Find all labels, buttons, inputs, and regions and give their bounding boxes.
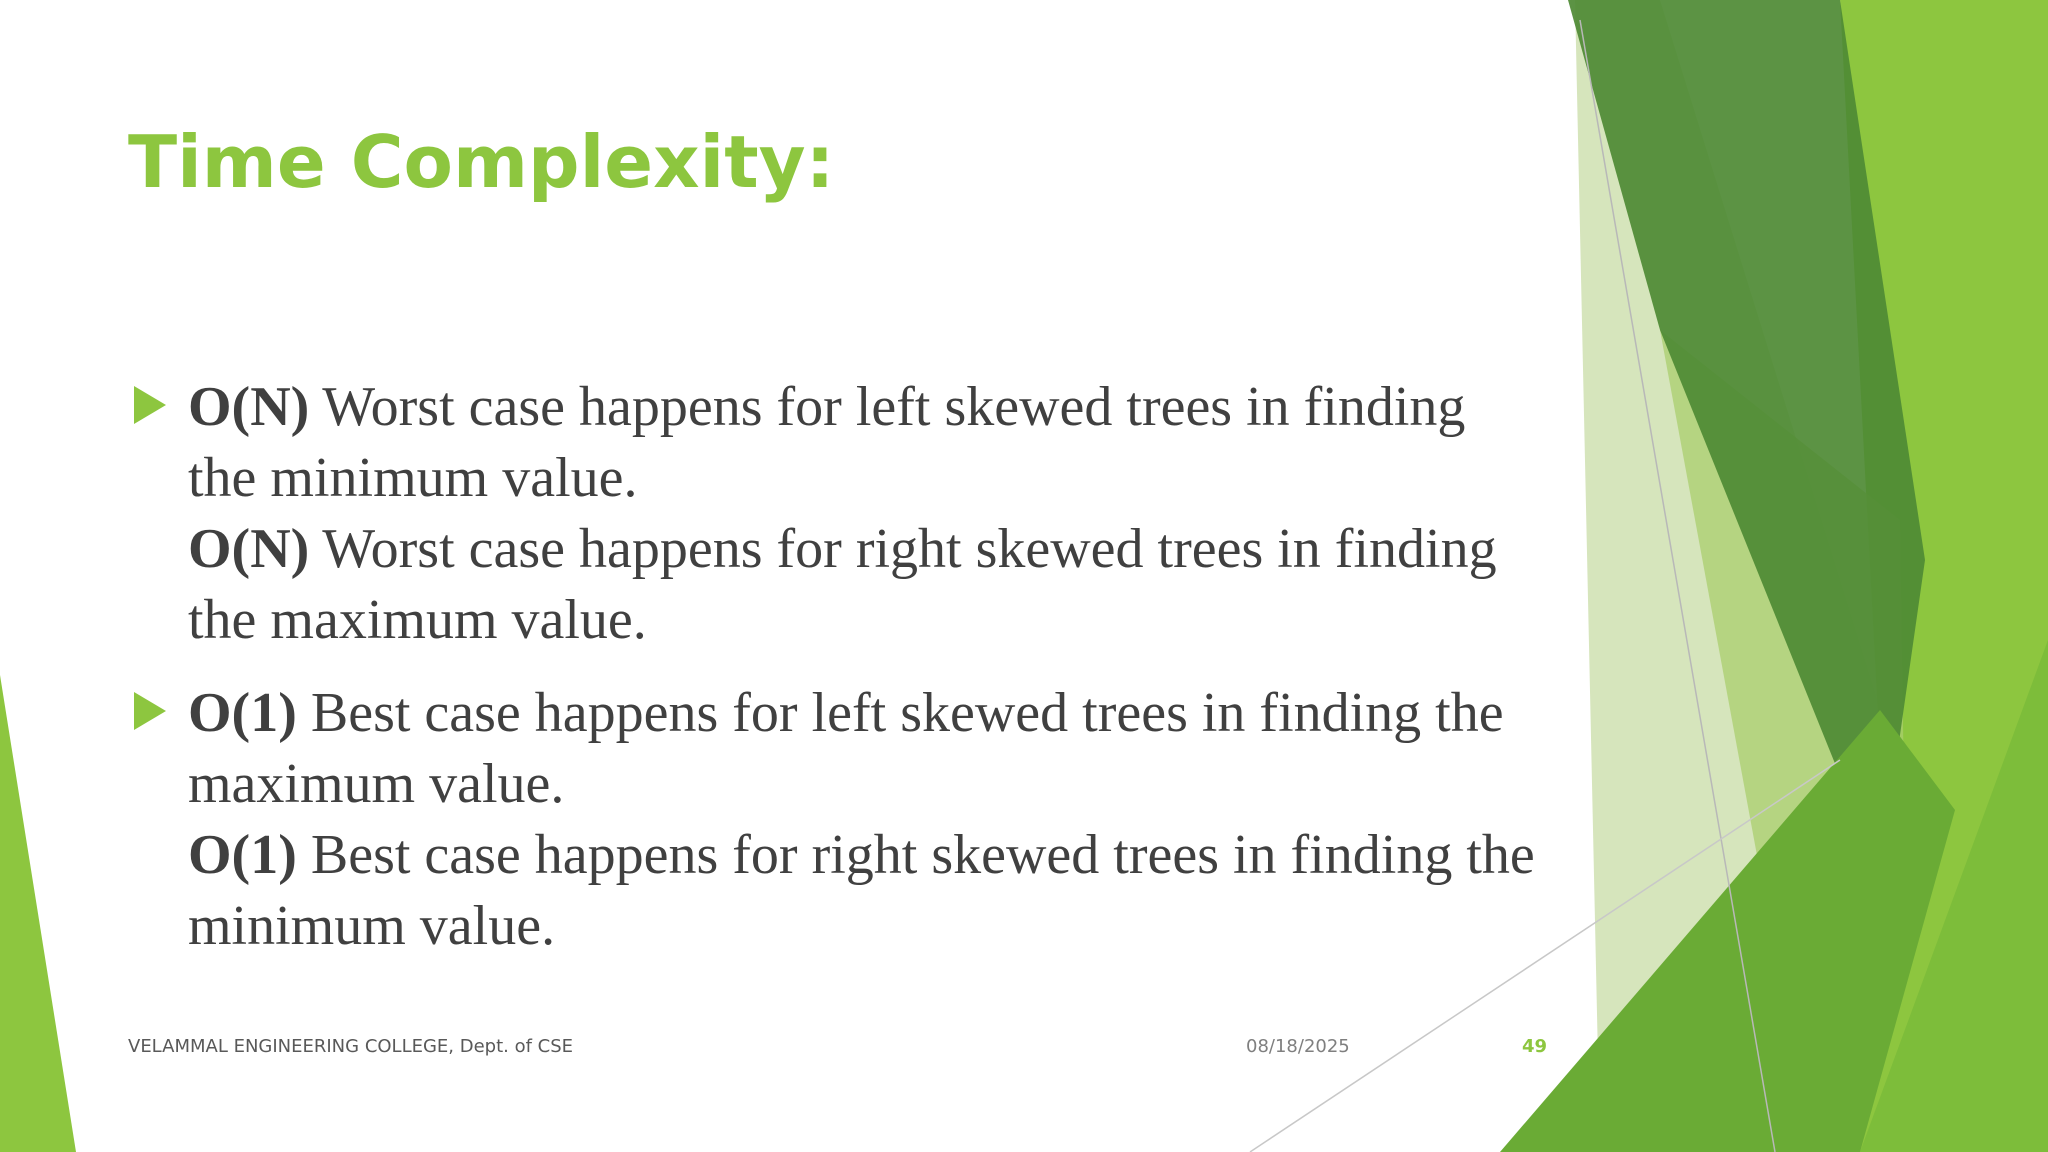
line-text: Best case happens for left skewed trees in finding the [296, 682, 1504, 744]
line-text: Worst case happens for right skewed trees in finding [309, 518, 1497, 580]
footer-date: 08/18/2025 [1246, 1036, 1350, 1057]
line-text: the maximum value. [188, 589, 647, 651]
complexity-label: O(1) [188, 824, 297, 886]
line-text: Best case happens for right skewed trees in finding the [296, 824, 1535, 886]
line-text: Worst case happens for left skewed trees in finding [309, 376, 1466, 438]
bullet-line [188, 749, 1648, 820]
complexity-label: O(N) [188, 376, 310, 438]
line-text: the minimum value. [188, 447, 638, 509]
bullet-line [188, 514, 1648, 585]
bullet-line [188, 443, 1648, 514]
bullet-line [188, 820, 1648, 891]
line-text: minimum value. [188, 895, 556, 957]
footer-college: VELAMMAL ENGINEERING COLLEGE, Dept. of CSE [128, 1036, 574, 1057]
bullet-item-2 [128, 678, 1648, 962]
triangle-bullet-icon [134, 386, 166, 424]
line-text: maximum value. [188, 753, 565, 815]
bullet-line [188, 372, 1648, 443]
triangle-bullet-icon [134, 692, 166, 730]
complexity-label: O(N) [188, 518, 310, 580]
bullet-line [188, 585, 1648, 656]
slide-title: Time Complexity: [128, 120, 835, 204]
left-accent-shape [0, 675, 76, 1152]
slide-number: 49 [1522, 1036, 1548, 1057]
bullet-line [188, 891, 1648, 962]
complexity-label: O(1) [188, 682, 297, 744]
bullet-list [128, 372, 1648, 984]
bullet-item-1 [128, 372, 1648, 656]
bullet-line [188, 678, 1648, 749]
